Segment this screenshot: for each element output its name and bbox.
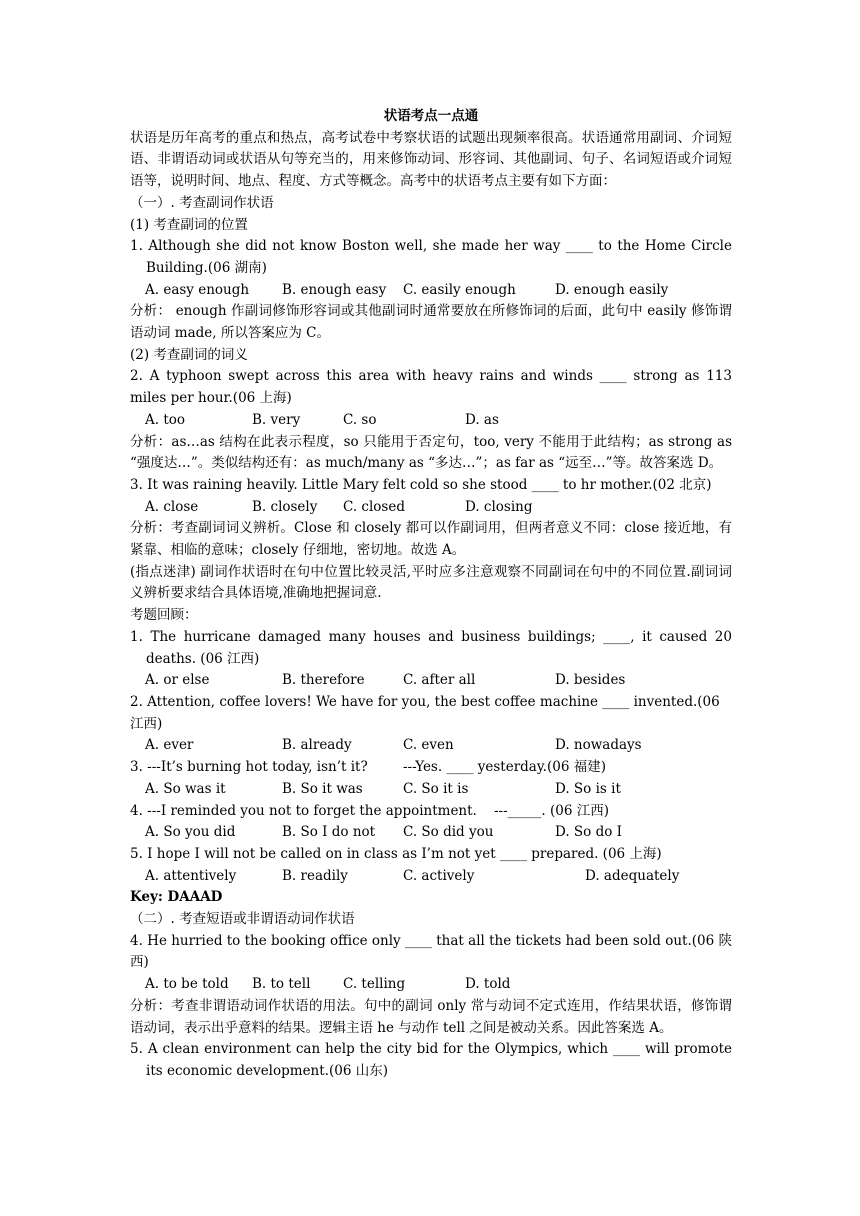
option-c: C. even [403, 737, 454, 754]
option-b: B. very [252, 411, 301, 428]
option-d: D. adequately [585, 867, 680, 884]
question-4-stem: 4. He hurried to the booking office only ____ that all the tickets had been sold out.(06 陕西) [130, 932, 732, 971]
option-a: A. So you did [145, 824, 236, 841]
option-c: C. telling [343, 976, 406, 993]
option-a: A. easy enough [145, 281, 250, 298]
option-b: B. already [282, 737, 352, 754]
review-1-stem: 1. The hurricane damaged many houses and business buildings; ____, it caused 20 deaths. (06 江西) [130, 628, 732, 667]
option-b: B. therefore [282, 672, 365, 689]
question-3-stem: 3. It was raining heavily. Little Mary felt cold so she stood ____ to hr mother.(02 北京) [130, 476, 712, 493]
option-c: C. closed [343, 498, 405, 515]
option-d: D. enough easily [555, 281, 669, 298]
option-c: C. easily enough [403, 281, 516, 298]
question-4-analysis: 分析：考查非谓语动词作状语的用法。句中的副词 only 常与动词不定式连用，作结果状语，修饰谓语动词，表示出乎意料的结果。逻辑主语 he 与动作 tell 之间是被动关系。因此答案选 A。 [130, 997, 732, 1036]
document-title: 状语考点一点通 [383, 108, 479, 124]
question-5-stem: 5. A clean environment can help the city bid for the Olympics, which ____ will promote its economic development.(06 山东) [130, 1041, 732, 1079]
option-a: A. or else [145, 672, 210, 689]
review-4-answer-prompt: ---_____. (06 江西) [494, 802, 610, 819]
option-d: D. as [465, 411, 499, 428]
question-2-options [130, 410, 732, 432]
option-c: C. so [343, 411, 377, 428]
option-d: D. closing [465, 498, 533, 515]
option-d: D. told [465, 976, 511, 993]
option-b: B. So I do not [282, 824, 376, 841]
option-a: A. ever [145, 737, 194, 754]
option-c: C. So it is [403, 780, 469, 797]
question-1-options [130, 280, 732, 302]
option-c: C. actively [403, 867, 475, 884]
section-2-heading: （二）. 考查短语或非谓语动词作状语 [130, 911, 355, 928]
subsection-1-heading: (1) 考查副词的位置 [130, 216, 248, 233]
option-b: B. closely [252, 498, 318, 515]
option-d: D. So is it [555, 780, 621, 797]
review-2-options [130, 735, 732, 757]
document-page [130, 106, 732, 1083]
option-a: A. close [145, 498, 199, 515]
option-c: C. after all [403, 672, 476, 689]
review-5-options [130, 866, 732, 888]
option-b: B. So it was [282, 780, 363, 797]
question-3-analysis: 分析：考查副词词义辨析。Close 和 closely 都可以作副词用，但两者意义不同：close 接近地，有紧靠、相临的意味；closely 仔细地，密切地。故选 A。 [130, 520, 732, 559]
option-a: A. too [145, 411, 186, 428]
intro-paragraph: 状语是历年高考的重点和热点，高考试卷中考察状语的试题出现频率很高。状语通常用副词、介词短语、非谓语动词或状语从句等充当的，用来修饰动词、形容词、其他副词、句子、名词短语或介词短语等，说明时间、地点、程度、方式等概念。高考中的状语考点主要有如下方面： [130, 129, 732, 190]
option-a: A. to be told [145, 976, 229, 993]
option-b: B. to tell [252, 976, 311, 993]
question-3-options [130, 497, 732, 519]
review-5-stem: 5. I hope I will not be called on in class as I’m not yet ____ prepared. (06 上海) [130, 845, 662, 862]
option-b: B. readily [282, 867, 348, 884]
answer-key: Key: DAAAD [130, 889, 223, 906]
section-1-heading: （一）. 考查副词作状语 [130, 194, 274, 211]
subsection-2-heading: (2) 考查副词的词义 [130, 346, 248, 363]
option-c: C. So did you [403, 824, 494, 841]
question-2-stem: 2. A typhoon swept across this area with heavy rains and winds ____ strong as 113 miles per hour.(06 上海) [130, 368, 732, 407]
review-4-question: 4. ---I reminded you not to forget the appointment. [130, 802, 477, 819]
review-3-answer-prompt: ---Yes. ____ yesterday.(06 福建) [403, 759, 606, 776]
review-4-stem [130, 801, 732, 823]
review-3-options [130, 779, 732, 801]
option-d: D. besides [555, 672, 626, 689]
review-3-stem [130, 757, 732, 779]
review-1-options [130, 670, 732, 692]
option-a: A. So was it [145, 780, 226, 797]
review-2-stem: 2. Attention, coffee lovers! We have for you, the best coffee machine ____ invented.(06 江西) [130, 693, 720, 732]
option-d: D. nowadays [555, 737, 642, 754]
question-1-stem: 1. Although she did not know Boston well, she made her way ____ to the Home Circle Building.(06 湖南) [130, 238, 732, 276]
question-2-analysis: 分析：as…as 结构在此表示程度，so 只能用于否定句，too, very 不能用于此结构；as strong as “强度达…”。类似结构还有：as much/many as “多达…”；as far as “远至…”等。故答案选 D。 [130, 433, 732, 472]
review-4-options [130, 822, 732, 844]
option-d: D. So do I [555, 824, 622, 841]
review-3-question: 3. ---It’s burning hot today, isn’t it? [130, 759, 368, 776]
tip-paragraph: (指点迷津) 副词作状语时在句中位置比较灵活,平时应多注意观察不同副词在句中的不同位置.副词词义辨析要求结合具体语境,准确地把握词意. [130, 563, 732, 602]
review-heading: 考题回顾： [130, 607, 198, 624]
option-b: B. enough easy [282, 281, 387, 298]
question-4-options [130, 974, 732, 996]
option-a: A. attentively [145, 867, 237, 884]
question-1-analysis: 分析： enough 作副词修饰形容词或其他副词时通常要放在所修饰词的后面，此句中 easily 修饰谓语动词 made, 所以答案应为 C。 [130, 303, 732, 342]
